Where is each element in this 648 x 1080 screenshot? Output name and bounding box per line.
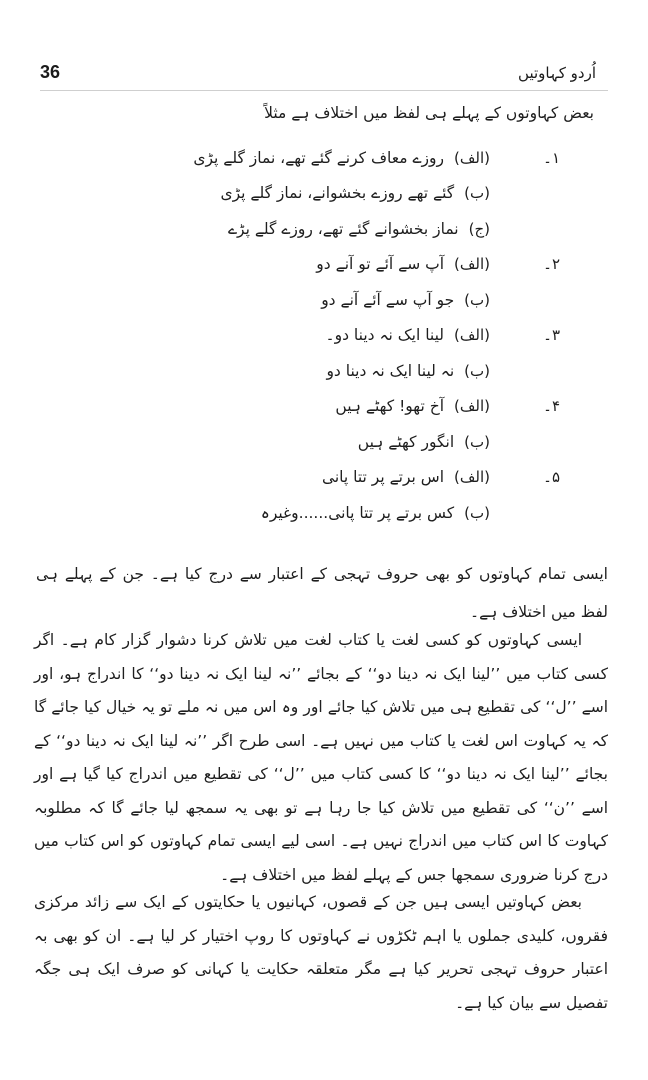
variant-marker: (ب) (464, 184, 490, 203)
body-paragraph-2 (34, 886, 608, 1020)
variant-text: انگور کھٹے ہیں (357, 432, 455, 451)
example-number: ۵۔ (543, 468, 560, 487)
variant-marker: (ب) (464, 503, 490, 522)
example-row (100, 140, 560, 176)
variant-text: جو آپ سے آئے آنے دو (321, 290, 455, 309)
variant-marker: (ج) (468, 219, 490, 238)
variant-text: اس برتے پر تتا پانی (321, 468, 445, 487)
variant-marker: (الف) (454, 326, 490, 345)
examples-list (100, 140, 560, 531)
header-divider (40, 90, 608, 91)
example-number: ۳۔ (543, 326, 560, 345)
example-number: ۲۔ (543, 255, 560, 274)
variant-marker: (ب) (464, 432, 490, 451)
summary-paragraph: ایسی تمام کہاوتوں کو بھی حروف تہجی کے اعتبار سے درج کیا ہے۔ جن کے پہلے ہی لفظ میں اختلاف ہے۔ (36, 565, 608, 621)
example-row (100, 211, 560, 247)
example-group-2 (100, 247, 560, 318)
example-row (100, 424, 560, 460)
body-paragraph-1 (34, 624, 608, 892)
variant-text: گئے تھے روزے بخشوانے، نماز گلے پڑی (220, 184, 455, 203)
variant-text: روزے معاف کرنے گئے تھے، نماز گلے پڑی (193, 148, 445, 167)
intro-line: بعض کہاوتوں کے پہلے ہی لفظ میں اختلاف ہے مثلاً (264, 104, 594, 122)
variant-marker: (الف) (454, 255, 490, 274)
example-group-3 (100, 318, 560, 389)
variant-marker: (الف) (454, 397, 490, 416)
paragraph-text: بعض کہاوتیں ایسی ہیں جن کے قصوں، کہانیوں یا حکایتوں کے ایک سے زائد مرکزی فقروں، کلیدی جملوں یا اہم ٹکڑوں نے کہاوتوں کا روپ اختیار کر لیا ہے۔ ان کو بھی بہ اعتبار حروف تہجی تحریر کیا ہے مگر متعلقہ حکایت یا کہانی کو صرف ایک ہی جگہ تفصیل سے بیان کیا ہے۔ (34, 893, 608, 1012)
variant-marker: (ب) (464, 290, 490, 309)
running-title: اُردو کہاوتیں (518, 64, 596, 82)
example-group-4 (100, 389, 560, 460)
example-row (100, 389, 560, 425)
example-row (100, 176, 560, 212)
variant-marker: (ب) (464, 361, 490, 380)
example-number: ۱۔ (543, 148, 560, 167)
example-group-1 (100, 140, 560, 247)
example-row (100, 247, 560, 283)
example-row (100, 353, 560, 389)
paragraph-text: ایسی کہاوتوں کو کسی لغت یا کتاب لغت میں تلاش کرنا دشوار گزار کام ہے۔ اگر کسی کتاب میں ’’لینا ایک نہ دینا دو‘‘ کے بجائے ’’نہ لینا ایک نہ دینا دو‘‘ کا اندراج ہو، اور اسے ’’ل‘‘ کی تقطیع ہی میں تلاش کیا جائے اور وہ اس میں نہ ملے تو یہ خیال کیا جائے گا کہ یہ کہاوت اس لغت یا کتاب میں نہیں ہے۔ اسی طرح اگر ’’نہ لینا ایک نہ دینا دو‘‘ کے بجائے ’’لینا ایک نہ دینا دو‘‘ کا کسی کتاب میں ’’ل‘‘ کی تقطیع میں اندراج کیا گیا ہے اور اسے ’’ن‘‘ کی تقطیع میں تلاش کیا جا رہا ہے تو بھی یہ سمجھ لیا جائے گا کہ مطلوبہ کہاوت کا اس کتاب میں اندراج نہیں ہے۔ اسی لیے ایسی تمام کہاوتوں کو اس کتاب میں درج کرنا ضروری سمجھا جس کے پہلے لفظ میں اختلاف ہے۔ (34, 631, 608, 884)
variant-marker: (الف) (454, 148, 490, 167)
variant-text: آپ سے آئے تو آنے دو (316, 255, 445, 274)
variant-marker: (الف) (454, 468, 490, 487)
variant-text: نماز بخشوانے گئے تھے، روزے گلے پڑے (227, 219, 459, 238)
example-row (100, 495, 560, 531)
variant-text: آخ تھو! کھٹے ہیں (335, 397, 445, 416)
example-number: ۴۔ (543, 397, 560, 416)
variant-text: نہ لینا ایک نہ دینا دو (326, 361, 455, 380)
variant-text: لینا ایک نہ دینا دو۔ (325, 326, 445, 345)
example-row (100, 460, 560, 496)
variant-text: کس برتے پر تتا پانی......وغیرہ (260, 503, 455, 522)
page-number: 36 (40, 62, 61, 82)
example-row (100, 318, 560, 354)
example-group-5 (100, 460, 560, 531)
example-row (100, 282, 560, 318)
